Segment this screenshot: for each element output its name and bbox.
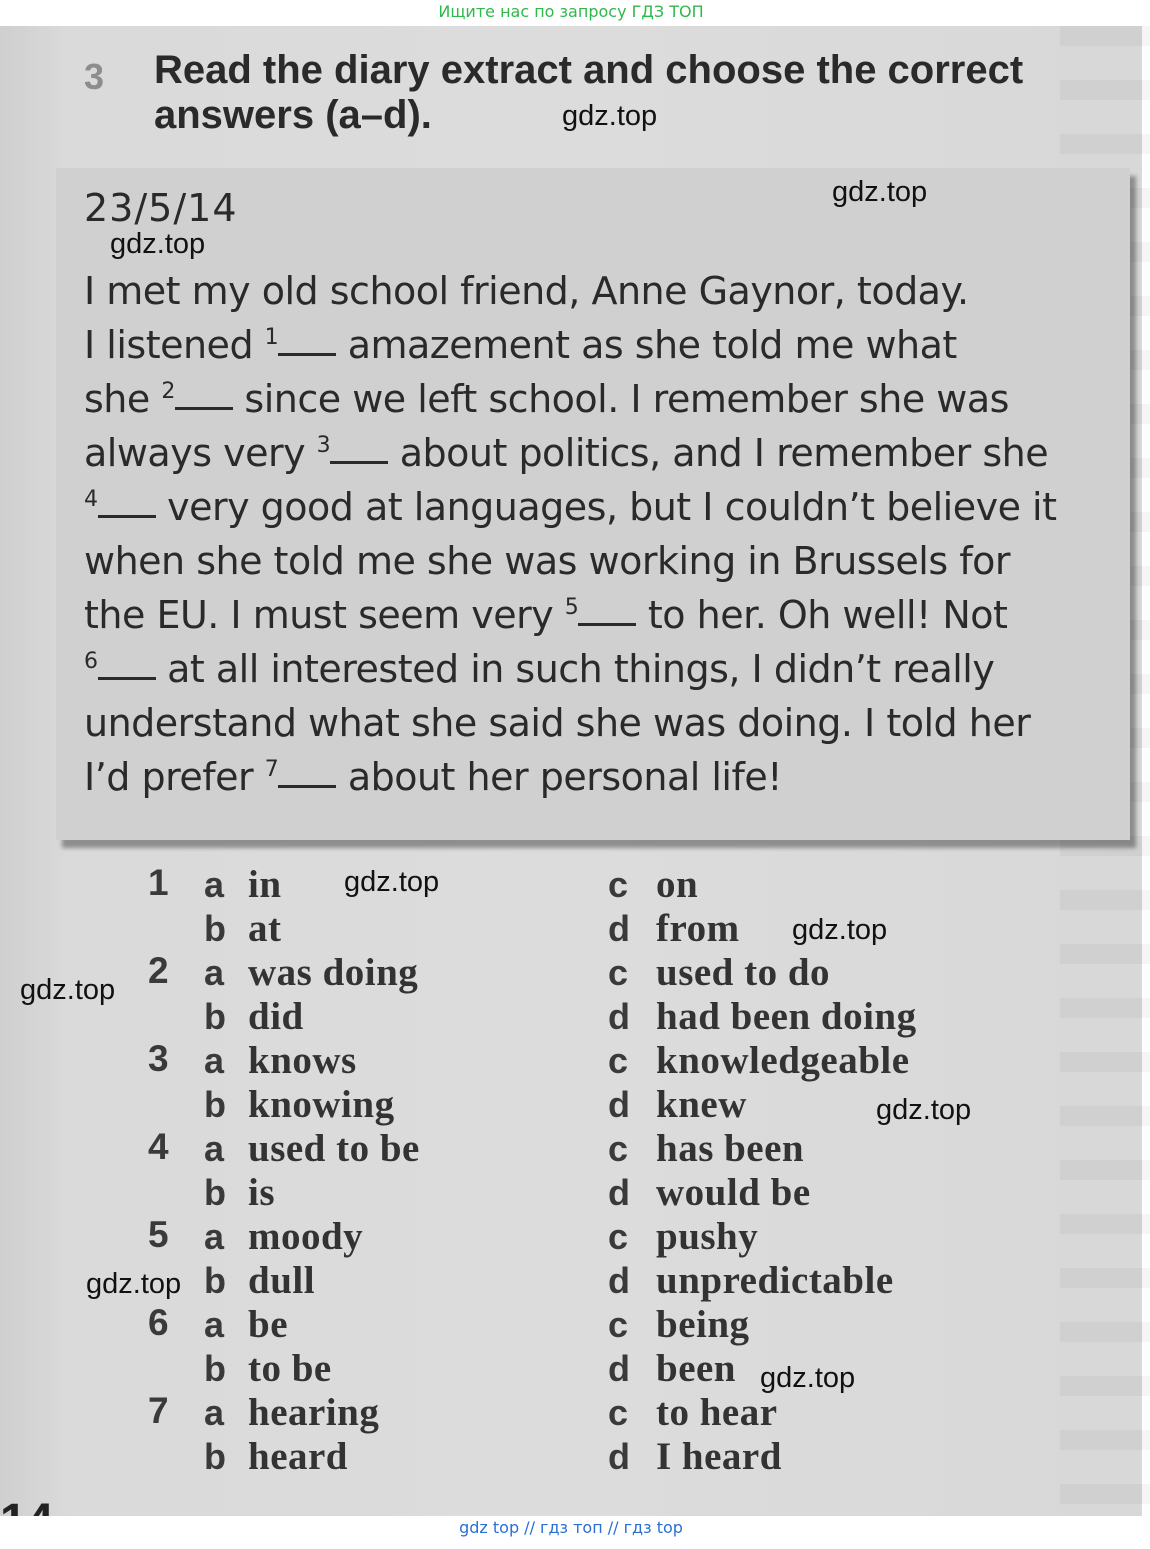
option-b[interactable]: dull: [248, 1259, 316, 1302]
diary-text-segment: amazement as she told me what: [336, 323, 957, 367]
option-c[interactable]: used to do: [656, 951, 831, 994]
option-c[interactable]: has been: [656, 1127, 805, 1170]
top-banner-text[interactable]: Ищите нас по запросу ГДЗ ТОП: [438, 2, 704, 21]
option-letter-a: a: [204, 864, 225, 905]
diary-line: [84, 696, 1114, 750]
diary-line: [84, 480, 1114, 534]
option-letter-c: c: [608, 952, 629, 993]
question-number: 6: [148, 1302, 169, 1343]
option-a[interactable]: was doing: [248, 951, 419, 994]
question-number: 1: [148, 862, 169, 903]
option-b[interactable]: at: [248, 907, 282, 950]
gap-number: 2: [161, 379, 175, 404]
option-letter-a: a: [204, 1040, 225, 1081]
diary-text-segment: about her personal life!: [336, 755, 782, 799]
question-number: 2: [148, 950, 169, 991]
diary-line: [84, 372, 1114, 426]
gap-number: 1: [264, 325, 279, 350]
option-c[interactable]: being: [656, 1303, 750, 1346]
option-letter-a: a: [204, 952, 225, 993]
diary-text-segment: at all interested in such things, I didn’t really: [155, 647, 995, 691]
gap-blank[interactable]: [330, 460, 388, 464]
question-number: 3: [148, 1038, 169, 1079]
option-d[interactable]: from: [656, 907, 740, 950]
diary-text-segment: about politics, and I remember she: [388, 431, 1049, 475]
watermark: gdz.top: [86, 1268, 182, 1300]
option-letter-b: b: [204, 996, 226, 1037]
option-letter-c: c: [608, 864, 629, 905]
gap-number: 7: [264, 757, 279, 782]
option-letter-d: d: [608, 908, 630, 949]
option-b[interactable]: to be: [248, 1347, 332, 1390]
diary-extract-box: [56, 168, 1130, 840]
option-letter-d: d: [608, 1084, 630, 1125]
option-a[interactable]: used to be: [248, 1127, 420, 1170]
diary-text-segment: understand what she said she was doing. I told her: [84, 701, 1031, 745]
exercise-number: 3: [84, 56, 105, 97]
option-letter-c: c: [608, 1392, 629, 1433]
diary-text-segment: I’d prefer: [84, 755, 265, 799]
option-letter-c: c: [608, 1304, 629, 1345]
watermark: gdz.top: [792, 914, 888, 946]
option-c[interactable]: on: [656, 863, 699, 906]
option-letter-b: b: [204, 1348, 226, 1389]
diary-text-segment: very good at languages, but I couldn’t believe it: [155, 485, 1057, 529]
option-letter-b: b: [204, 908, 226, 949]
diary-text-segment: I met my old school friend, Anne Gaynor, today.: [84, 269, 969, 313]
option-c[interactable]: pushy: [656, 1215, 759, 1258]
bottom-banner: [0, 1516, 1142, 1543]
option-b[interactable]: knowing: [248, 1083, 395, 1126]
option-a[interactable]: be: [248, 1303, 288, 1346]
diary-text-segment: when she told me she was working in Brussels for: [84, 539, 1010, 583]
option-letter-c: c: [608, 1040, 629, 1081]
watermark: gdz.top: [344, 866, 440, 898]
gap-number: 5: [564, 595, 579, 620]
gap-number: 4: [84, 487, 98, 512]
watermark: gdz.top: [876, 1094, 972, 1126]
diary-line: [84, 264, 1114, 318]
option-letter-c: c: [608, 1128, 629, 1169]
diary-line: [84, 426, 1114, 480]
option-a[interactable]: in: [248, 863, 282, 906]
top-banner: [0, 0, 1142, 26]
bottom-banner-links[interactable]: gdz top // гдз топ // гдз top: [459, 1518, 683, 1537]
diary-text-segment: she: [84, 377, 162, 421]
option-d[interactable]: had been doing: [656, 995, 917, 1038]
option-d[interactable]: I heard: [656, 1435, 782, 1478]
gap-blank[interactable]: [278, 784, 336, 788]
option-letter-c: c: [608, 1216, 629, 1257]
option-letter-d: d: [608, 1172, 630, 1213]
option-letter-a: a: [204, 1392, 225, 1433]
diary-line: [84, 534, 1114, 588]
option-letter-b: b: [204, 1260, 226, 1301]
option-letter-d: d: [608, 1260, 630, 1301]
option-d[interactable]: been: [656, 1347, 736, 1390]
option-d[interactable]: would be: [656, 1171, 811, 1214]
watermark: gdz.top: [110, 228, 206, 260]
diary-text-segment: always very: [84, 431, 317, 475]
diary-date: 23/5/14: [84, 186, 238, 230]
gap-blank[interactable]: [175, 406, 233, 410]
option-b[interactable]: heard: [248, 1435, 348, 1478]
question-number: 5: [148, 1214, 169, 1255]
exercise-instruction: Read the diary extract and choose the correct answers (a–d).: [154, 48, 1024, 137]
diary-text-segment: to her. Oh well! Not: [636, 593, 1008, 637]
option-letter-d: d: [608, 1348, 630, 1389]
option-letter-b: b: [204, 1084, 226, 1125]
diary-line: [84, 750, 1114, 804]
diary-text-segment: I listened: [84, 323, 265, 367]
option-letter-a: a: [204, 1128, 225, 1169]
watermark: gdz.top: [760, 1362, 856, 1394]
option-letter-a: a: [204, 1216, 225, 1257]
watermark: gdz.top: [20, 974, 116, 1006]
option-letter-b: b: [204, 1436, 226, 1477]
diary-text: [84, 264, 1114, 804]
gap-blank[interactable]: [98, 514, 156, 518]
option-letter-d: d: [608, 1436, 630, 1477]
gap-blank[interactable]: [278, 352, 336, 356]
diary-line: [84, 318, 1114, 372]
option-letter-a: a: [204, 1304, 225, 1345]
gap-blank[interactable]: [98, 676, 156, 680]
option-a[interactable]: knows: [248, 1039, 357, 1082]
gap-blank[interactable]: [578, 622, 636, 626]
option-letter-b: b: [204, 1172, 226, 1213]
diary-line: [84, 588, 1114, 642]
option-c[interactable]: knowledgeable: [656, 1039, 910, 1082]
option-letter-d: d: [608, 996, 630, 1037]
option-a[interactable]: hearing: [248, 1391, 380, 1434]
option-d[interactable]: knew: [656, 1083, 747, 1126]
option-a[interactable]: moody: [248, 1215, 364, 1258]
question-number: 7: [148, 1390, 169, 1431]
gap-number: 3: [316, 433, 331, 458]
question-number: 4: [148, 1126, 169, 1167]
watermark: gdz.top: [832, 176, 928, 208]
option-d[interactable]: unpredictable: [656, 1259, 894, 1302]
option-c[interactable]: to hear: [656, 1391, 778, 1434]
diary-text-segment: the EU. I must seem very: [84, 593, 565, 637]
diary-text-segment: since we left school. I remember she was: [232, 377, 1009, 421]
watermark: gdz.top: [562, 100, 658, 132]
option-b[interactable]: is: [248, 1171, 276, 1214]
option-b[interactable]: did: [248, 995, 304, 1038]
diary-line: [84, 642, 1114, 696]
gap-number: 6: [84, 649, 98, 674]
